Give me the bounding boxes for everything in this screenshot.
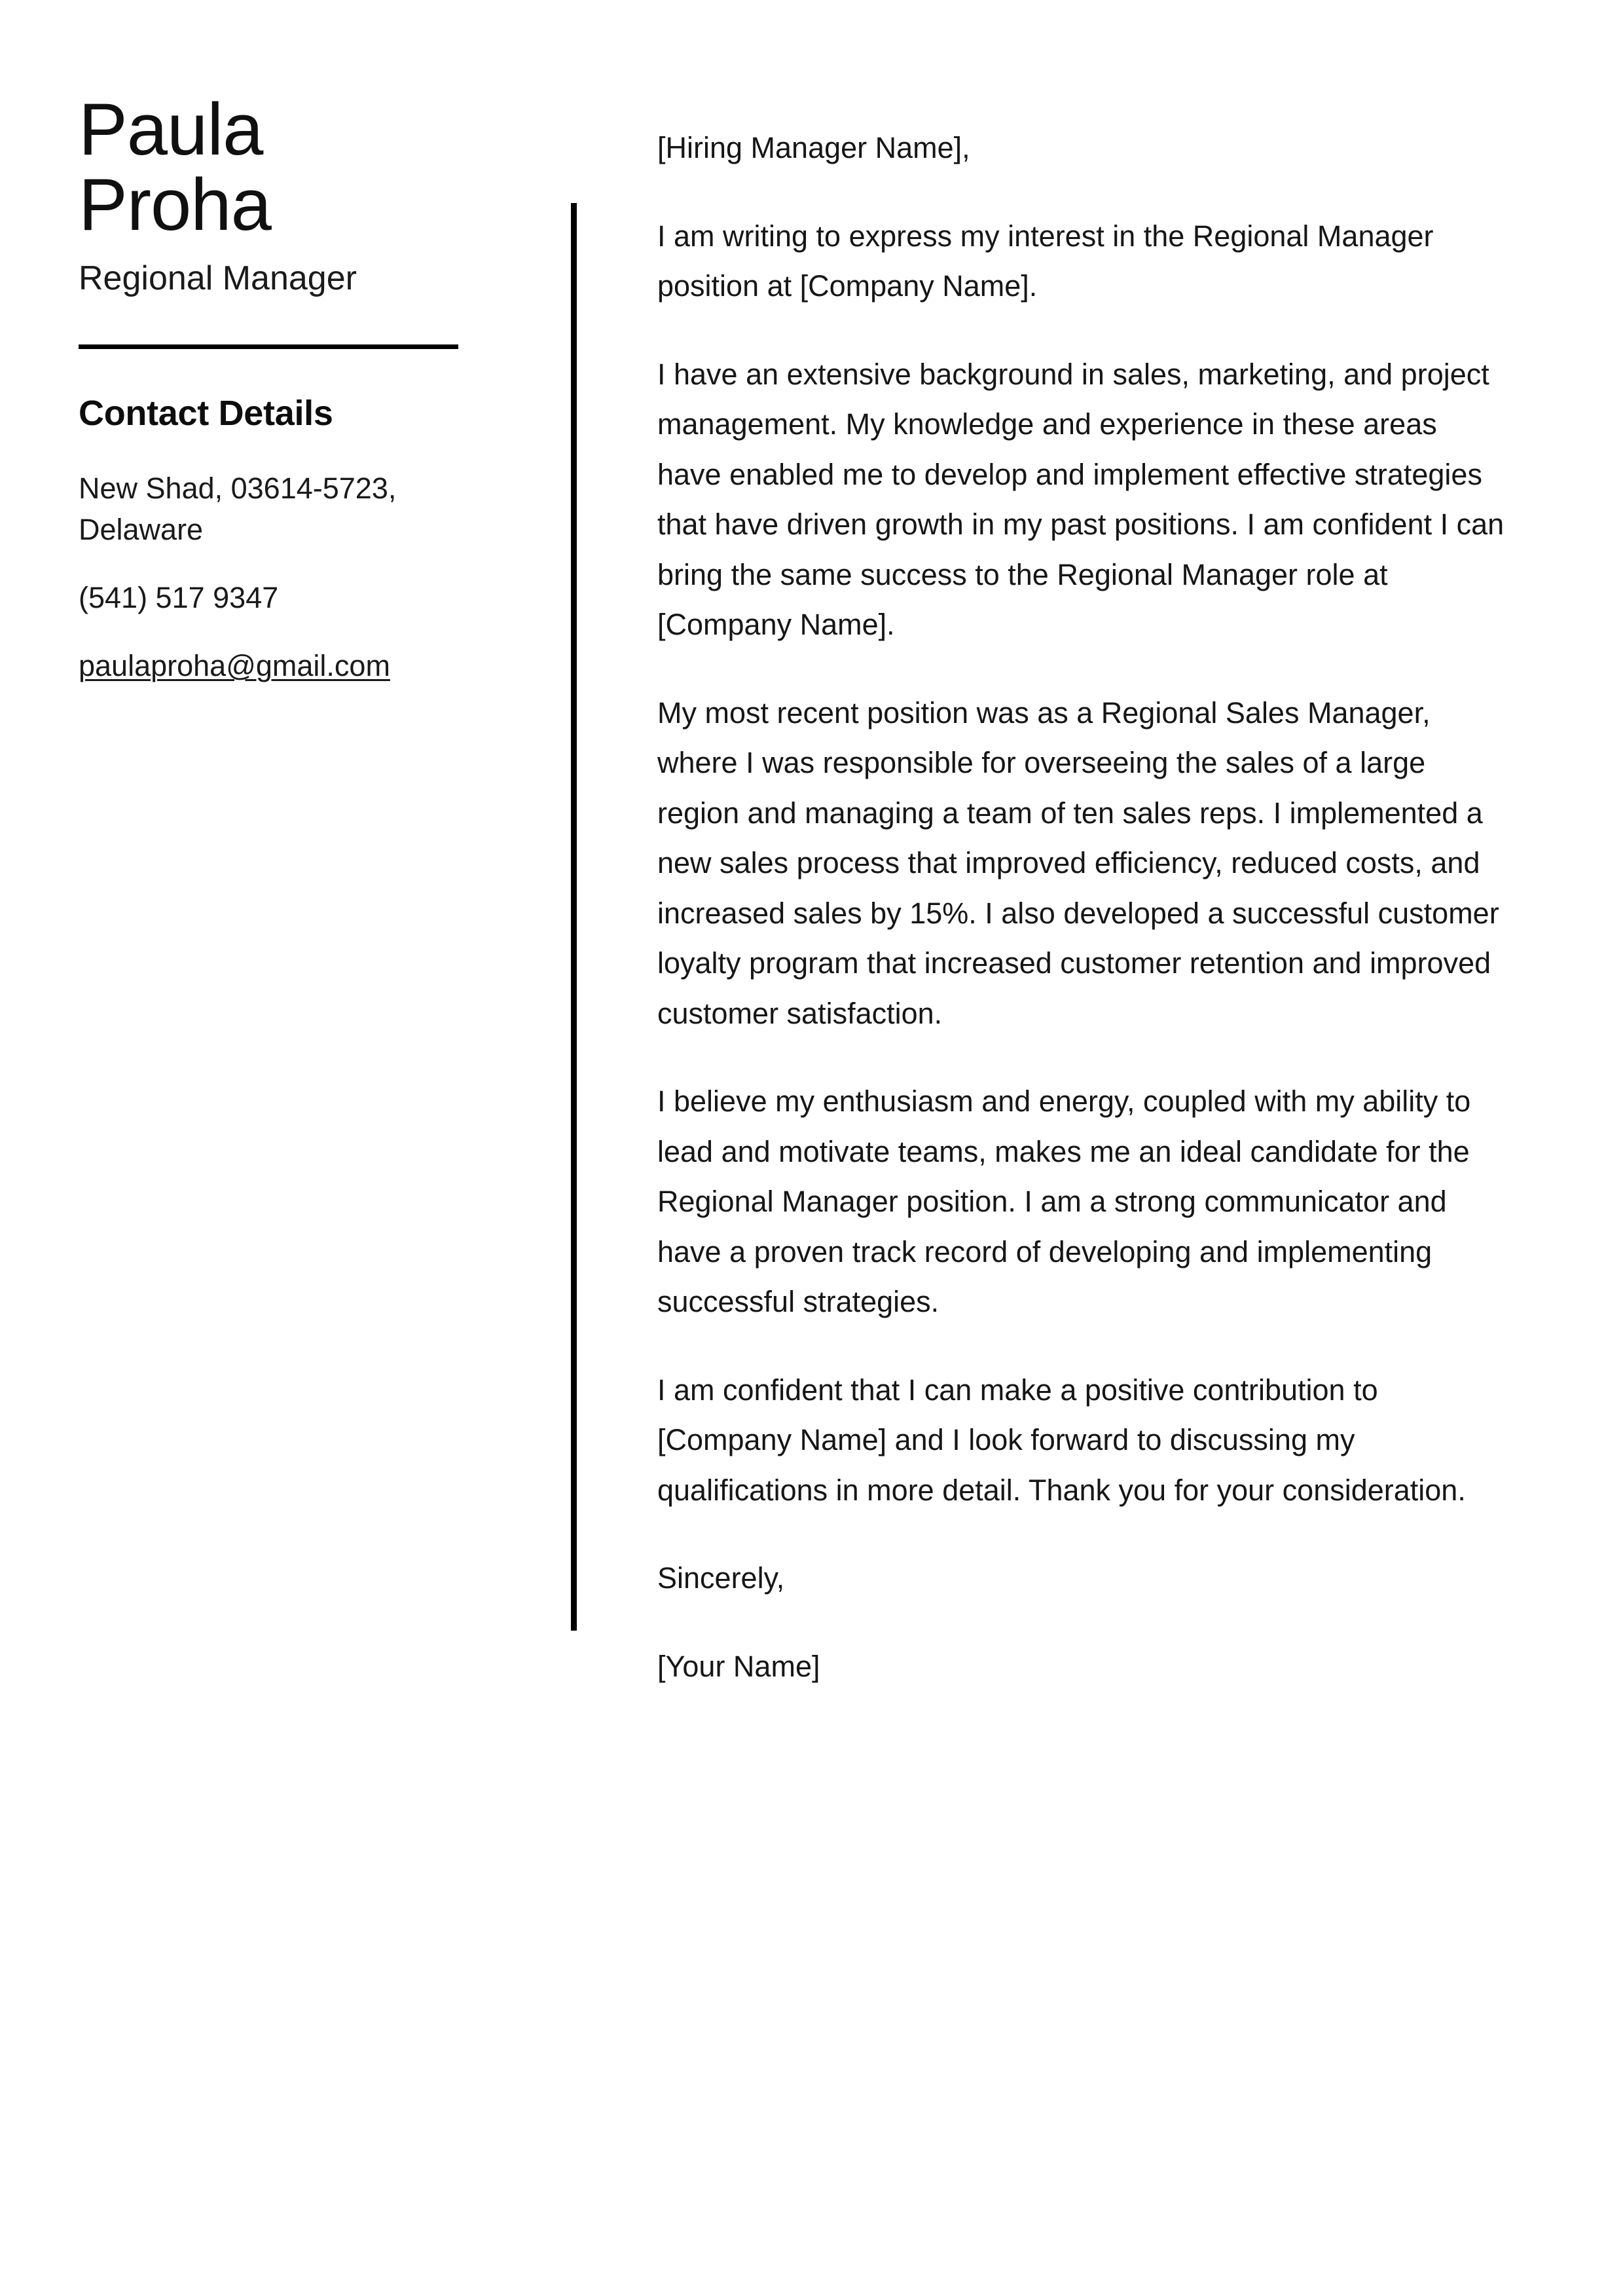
contact-list [79, 468, 471, 688]
first-name: Paula [79, 88, 263, 170]
letter-body [657, 123, 1508, 1692]
letter-signature: [Your Name] [657, 1649, 820, 1683]
contact-address: New Shad, 03614-5723, Delaware [79, 471, 397, 547]
job-title: Regional Manager [79, 259, 357, 297]
letter-paragraph-2: I have an extensive background in sales, marketing, and project management. My knowledge and experience in these areas have enabled me to develop and implement effective strategies that have driven growth in my past positions. I am confident I can bring the same success to the Regional Manager role at [Company Name]. [657, 357, 1504, 641]
contact-details-heading: Contact Details [79, 393, 333, 433]
sidebar [79, 88, 471, 687]
letter-closing: Sincerely, [657, 1561, 785, 1595]
letter-salutation: [Hiring Manager Name], [657, 131, 970, 164]
letter-paragraph-4: I believe my enthusiasm and energy, coupled with my ability to lead and motivate teams, makes me an ideal candidate for the Regional Manager position. I am a strong communicator and have a proven track record of developing and implementing successful strategies. [657, 1084, 1471, 1318]
contact-email-link[interactable]: paulaproha@gmail.com [79, 649, 390, 683]
letter-paragraph-1: I am writing to express my interest in the Regional Manager position at [Company Name]. [657, 219, 1434, 303]
contact-phone: (541) 517 9347 [79, 581, 279, 615]
name-block [79, 88, 471, 246]
vertical-divider [571, 203, 577, 1631]
last-name: Proha [79, 164, 271, 246]
letter-paragraph-3: My most recent position was as a Regional Sales Manager, where I was responsible for overseeing the sales of a large region and managing a team of ten sales reps. I implemented a new sales process that improved efficiency, reduced costs, and increased sales by 15%. I also developed a successful customer loyalty program that increased customer retention and improved customer satisfaction. [657, 695, 1499, 1030]
contact-email-row [79, 645, 419, 687]
sidebar-divider-rule [79, 344, 458, 349]
letter-paragraph-5: I am confident that I can make a positive contribution to [Company Name] and I look forward to discussing my qualifications in more detail. Thank you for your consideration. [657, 1373, 1466, 1507]
